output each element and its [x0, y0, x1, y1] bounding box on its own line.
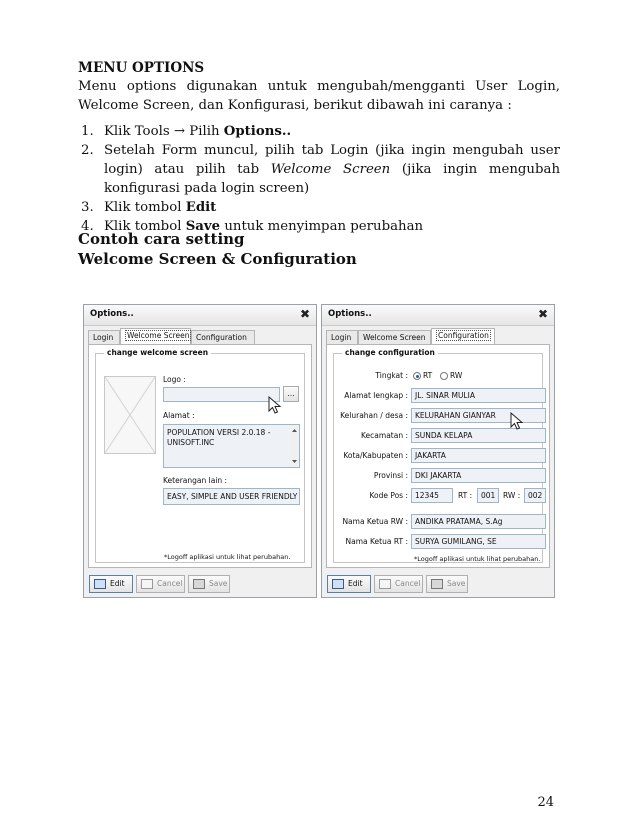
options-window-welcome — [83, 304, 317, 598]
section-heading: MENU OPTIONS — [78, 60, 205, 76]
steps-list — [78, 122, 560, 236]
mouse-cursor-icon — [510, 412, 524, 430]
intro-paragraph: Menu options digunakan untuk mengubah/mengganti User Login, Welcome Screen, dan Konfigurasi, berikut dibawah ini caranya : — [78, 79, 560, 113]
kelurahan-input[interactable]: KELURAHAN GIANYAR — [411, 408, 546, 423]
tab-welcome-screen[interactable]: Welcome Screen — [120, 328, 191, 344]
step-emphasis: Options.. — [223, 124, 292, 139]
kota-input[interactable]: JAKARTA — [411, 448, 546, 463]
arrow-icon: → — [173, 124, 186, 139]
edit-icon — [332, 579, 344, 589]
save-button[interactable]: Save — [188, 575, 230, 593]
edit-button[interactable]: Edit — [89, 575, 133, 593]
close-icon[interactable]: ✖ — [299, 307, 310, 321]
alamat-lengkap-input[interactable]: JL. SINAR MULIA — [411, 388, 546, 403]
alamat-lengkap-label: Alamat lengkap : — [344, 391, 408, 400]
logo-path-input[interactable] — [163, 387, 280, 402]
rw-label: RW : — [503, 491, 521, 500]
page-number: 24 — [537, 795, 554, 810]
kodepos-input[interactable]: 12345 — [411, 488, 453, 503]
close-icon[interactable]: ✖ — [537, 307, 548, 321]
tab-welcome-screen[interactable]: Welcome Screen — [358, 330, 431, 344]
radio-rt[interactable] — [413, 372, 421, 380]
step-2 — [78, 141, 560, 198]
window-title: Options.. — [90, 309, 134, 319]
logoff-note: *Logoff aplikasi untuk lihat perubahan. — [414, 555, 541, 563]
group-title: change welcome screen — [104, 348, 211, 357]
step-number: 2. — [81, 143, 94, 158]
step-text: Pilih — [185, 124, 224, 139]
save-button[interactable]: Save — [426, 575, 468, 593]
kecamatan-input[interactable]: SUNDA KELAPA — [411, 428, 546, 443]
step-text: (jika ingin mengubah konfigurasi pada login screen) — [104, 162, 561, 196]
step-number: 3. — [81, 200, 94, 215]
edit-button[interactable]: Edit — [327, 575, 371, 593]
provinsi-input[interactable]: DKI JAKARTA — [411, 468, 546, 483]
alamat-textarea[interactable]: POPULATION VERSI 2.0.18 - UNISOFT.INC — [163, 424, 300, 468]
step-1 — [78, 122, 560, 141]
keterangan-input[interactable]: EASY, SIMPLE AND USER FRIENDLY — [163, 488, 300, 505]
save-icon — [193, 579, 205, 589]
tab-configuration[interactable]: Configuration — [431, 328, 495, 344]
step-text: Klik tombol — [104, 219, 186, 234]
window-titlebar — [322, 305, 554, 326]
tab-configuration[interactable]: Configuration — [191, 330, 255, 344]
cancel-icon — [141, 579, 153, 589]
browse-button[interactable]: ... — [283, 386, 299, 402]
kodepos-label: Kode Pos : — [369, 491, 408, 500]
cancel-icon — [379, 579, 391, 589]
step-number: 4. — [81, 219, 94, 234]
tab-pane — [326, 344, 550, 568]
step-emphasis: Edit — [185, 200, 217, 215]
button-bar — [84, 573, 316, 597]
keterangan-label: Keterangan lain : — [163, 476, 228, 485]
rt-input[interactable]: 001 — [477, 488, 499, 503]
step-text: Klik tombol — [104, 200, 186, 215]
kelurahan-label: Kelurahan / desa : — [340, 411, 408, 420]
step-emphasis: Save — [185, 219, 221, 234]
options-window-configuration — [321, 304, 555, 598]
edit-icon — [94, 579, 106, 589]
kota-label: Kota/Kabupaten : — [343, 451, 408, 460]
mouse-cursor-icon — [268, 396, 282, 414]
tab-login[interactable]: Login — [326, 330, 358, 344]
rt-label: RT : — [458, 491, 473, 500]
rw-input[interactable]: 002 — [524, 488, 546, 503]
logo-label: Logo : — [163, 375, 186, 384]
radio-rw[interactable] — [440, 372, 448, 380]
step-text: Klik Tools — [104, 124, 174, 139]
step-number: 1. — [81, 124, 94, 139]
logo-placeholder-image — [104, 376, 156, 454]
cancel-button[interactable]: Cancel — [136, 575, 185, 593]
logoff-note: *Logoff aplikasi untuk lihat perubahan. — [164, 553, 291, 561]
ketua-rw-input[interactable]: ANDIKA PRATAMA, S.Ag — [411, 514, 546, 529]
cancel-button[interactable]: Cancel — [374, 575, 423, 593]
ketua-rw-label: Nama Ketua RW : — [342, 517, 408, 526]
tingkat-label: Tingkat : — [375, 371, 408, 380]
group-title: change configuration — [342, 348, 438, 357]
configuration-group — [333, 348, 543, 563]
step-emphasis: Welcome Screen — [270, 162, 391, 177]
alamat-label: Alamat : — [163, 411, 195, 420]
tab-pane — [88, 344, 312, 568]
window-title: Options.. — [328, 309, 372, 319]
example-subtitle: Welcome Screen & Configuration — [78, 250, 357, 268]
ketua-rt-label: Nama Ketua RT : — [345, 537, 408, 546]
step-text: untuk menyimpan perubahan — [220, 219, 424, 234]
step-3 — [78, 198, 560, 217]
button-bar — [322, 573, 554, 597]
window-titlebar — [84, 305, 316, 326]
step-text: Setelah Form muncul, pilih tab Login (jika ingin mengubah user login) atau pilih tab — [104, 143, 560, 177]
welcome-group — [95, 348, 305, 563]
example-title: Contoh cara setting — [78, 230, 245, 248]
ketua-rt-input[interactable]: SURYA GUMILANG, SE — [411, 534, 546, 549]
save-icon — [431, 579, 443, 589]
alamat-scrollbar[interactable] — [290, 425, 299, 467]
tab-login[interactable]: Login — [88, 330, 120, 344]
radio-rw-label: RW — [450, 371, 463, 380]
kecamatan-label: Kecamatan : — [361, 431, 408, 440]
radio-rt-label: RT — [423, 371, 433, 380]
provinsi-label: Provinsi : — [373, 471, 408, 480]
